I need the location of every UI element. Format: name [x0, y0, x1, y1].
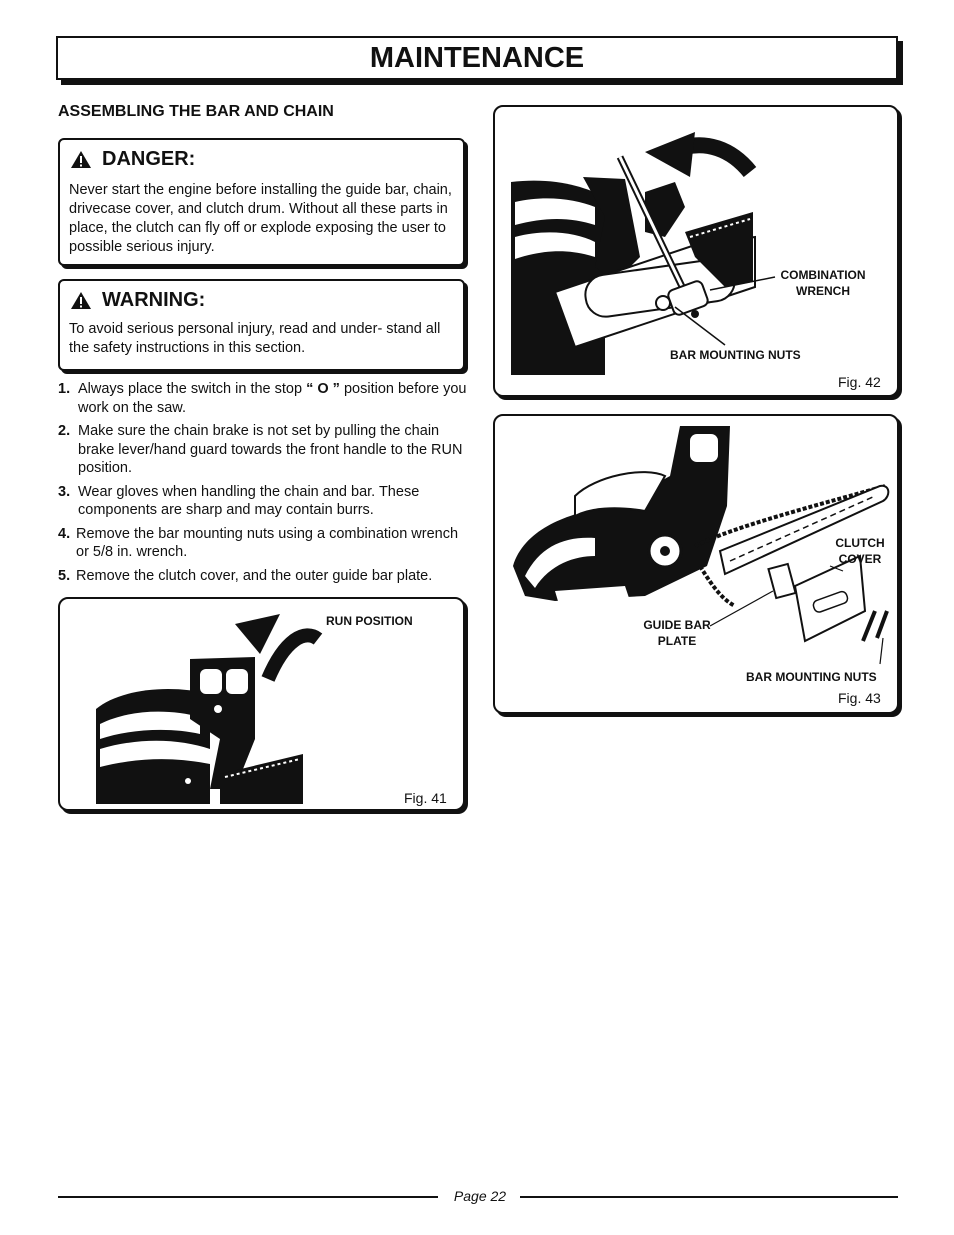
- figure-caption: Fig. 41: [404, 790, 447, 806]
- figure-caption: Fig. 43: [838, 690, 881, 706]
- page-title: MAINTENANCE: [369, 42, 585, 74]
- step-number: 3.: [58, 483, 71, 500]
- label-line: WRENCH: [796, 284, 850, 298]
- step-text: Wear gloves when handling the chain and bar. These components are sharp and may contain burrs.: [78, 483, 420, 518]
- step-text: Always place the switch in the stop: [78, 381, 307, 397]
- figure-41: [58, 597, 465, 811]
- clutch-cover-label: [828, 535, 892, 567]
- footer-rule-right: [520, 1196, 898, 1198]
- figure-42: [493, 105, 899, 397]
- step-emphasis: “ O ”: [306, 381, 340, 397]
- step-text: Remove the clutch cover, and the outer guide bar plate.: [76, 567, 433, 584]
- guide-bar-plate-label: [637, 617, 717, 649]
- title-bar: [56, 36, 898, 80]
- warning-triangle-icon: [70, 150, 92, 169]
- step-text: Remove the bar mounting nuts using a combination wrench or 5/8 in. wrench.: [76, 525, 459, 560]
- danger-header: [70, 148, 463, 171]
- section-heading: ASSEMBLING THE BAR AND CHAIN: [58, 103, 334, 120]
- list-item: [58, 525, 468, 562]
- list-item: [58, 422, 468, 478]
- bar-mounting-nuts-label: BAR MOUNTING NUTS: [746, 670, 877, 684]
- step-number: 1.: [58, 381, 71, 397]
- label-line: GUIDE BAR: [643, 618, 711, 632]
- combination-wrench-label: [778, 267, 868, 299]
- figure-caption: Fig. 42: [838, 374, 881, 390]
- warning-triangle-icon: [70, 291, 92, 310]
- step-text: position before you work on the saw.: [78, 381, 467, 416]
- chain-brake-illustration: [60, 599, 463, 809]
- steps-list: [58, 380, 468, 590]
- warning-box: [58, 279, 465, 371]
- label-line: PLATE: [657, 634, 697, 648]
- warning-header: [70, 289, 463, 312]
- danger-box: [58, 138, 465, 266]
- step-text: Make sure the chain brake is not set by pulling the chain brake lever/hand guard towards the front handle to the RUN position.: [78, 423, 463, 476]
- label-line: COMBINATION: [780, 268, 866, 282]
- figure-43: [493, 414, 899, 714]
- label-line: COVER: [838, 552, 882, 566]
- footer-rule-left: [58, 1196, 438, 1198]
- page-number: Page 22: [453, 1188, 507, 1204]
- label-line: CLUTCH: [835, 536, 885, 550]
- step-number: 4.: [58, 525, 71, 542]
- list-item: [58, 380, 468, 417]
- warning-text: To avoid serious personal injury, read and under- stand all the safety instructions in this section.: [69, 321, 441, 356]
- step-number: 5.: [58, 567, 71, 584]
- danger-text: Never start the engine before installing the guide bar, chain, drivecase cover, and clutch drum. Without all these parts in place, the clutch can fly off or explode exposing the user to possible serious injury.: [69, 182, 452, 255]
- run-position-label: RUN POSITION: [326, 614, 413, 628]
- bar-mounting-nuts-label: BAR MOUNTING NUTS: [670, 348, 801, 362]
- list-item: [58, 483, 468, 520]
- warning-label: WARNING:: [102, 289, 206, 311]
- step-number: 2.: [58, 423, 71, 439]
- list-item: [58, 567, 468, 586]
- danger-label: DANGER:: [102, 148, 196, 170]
